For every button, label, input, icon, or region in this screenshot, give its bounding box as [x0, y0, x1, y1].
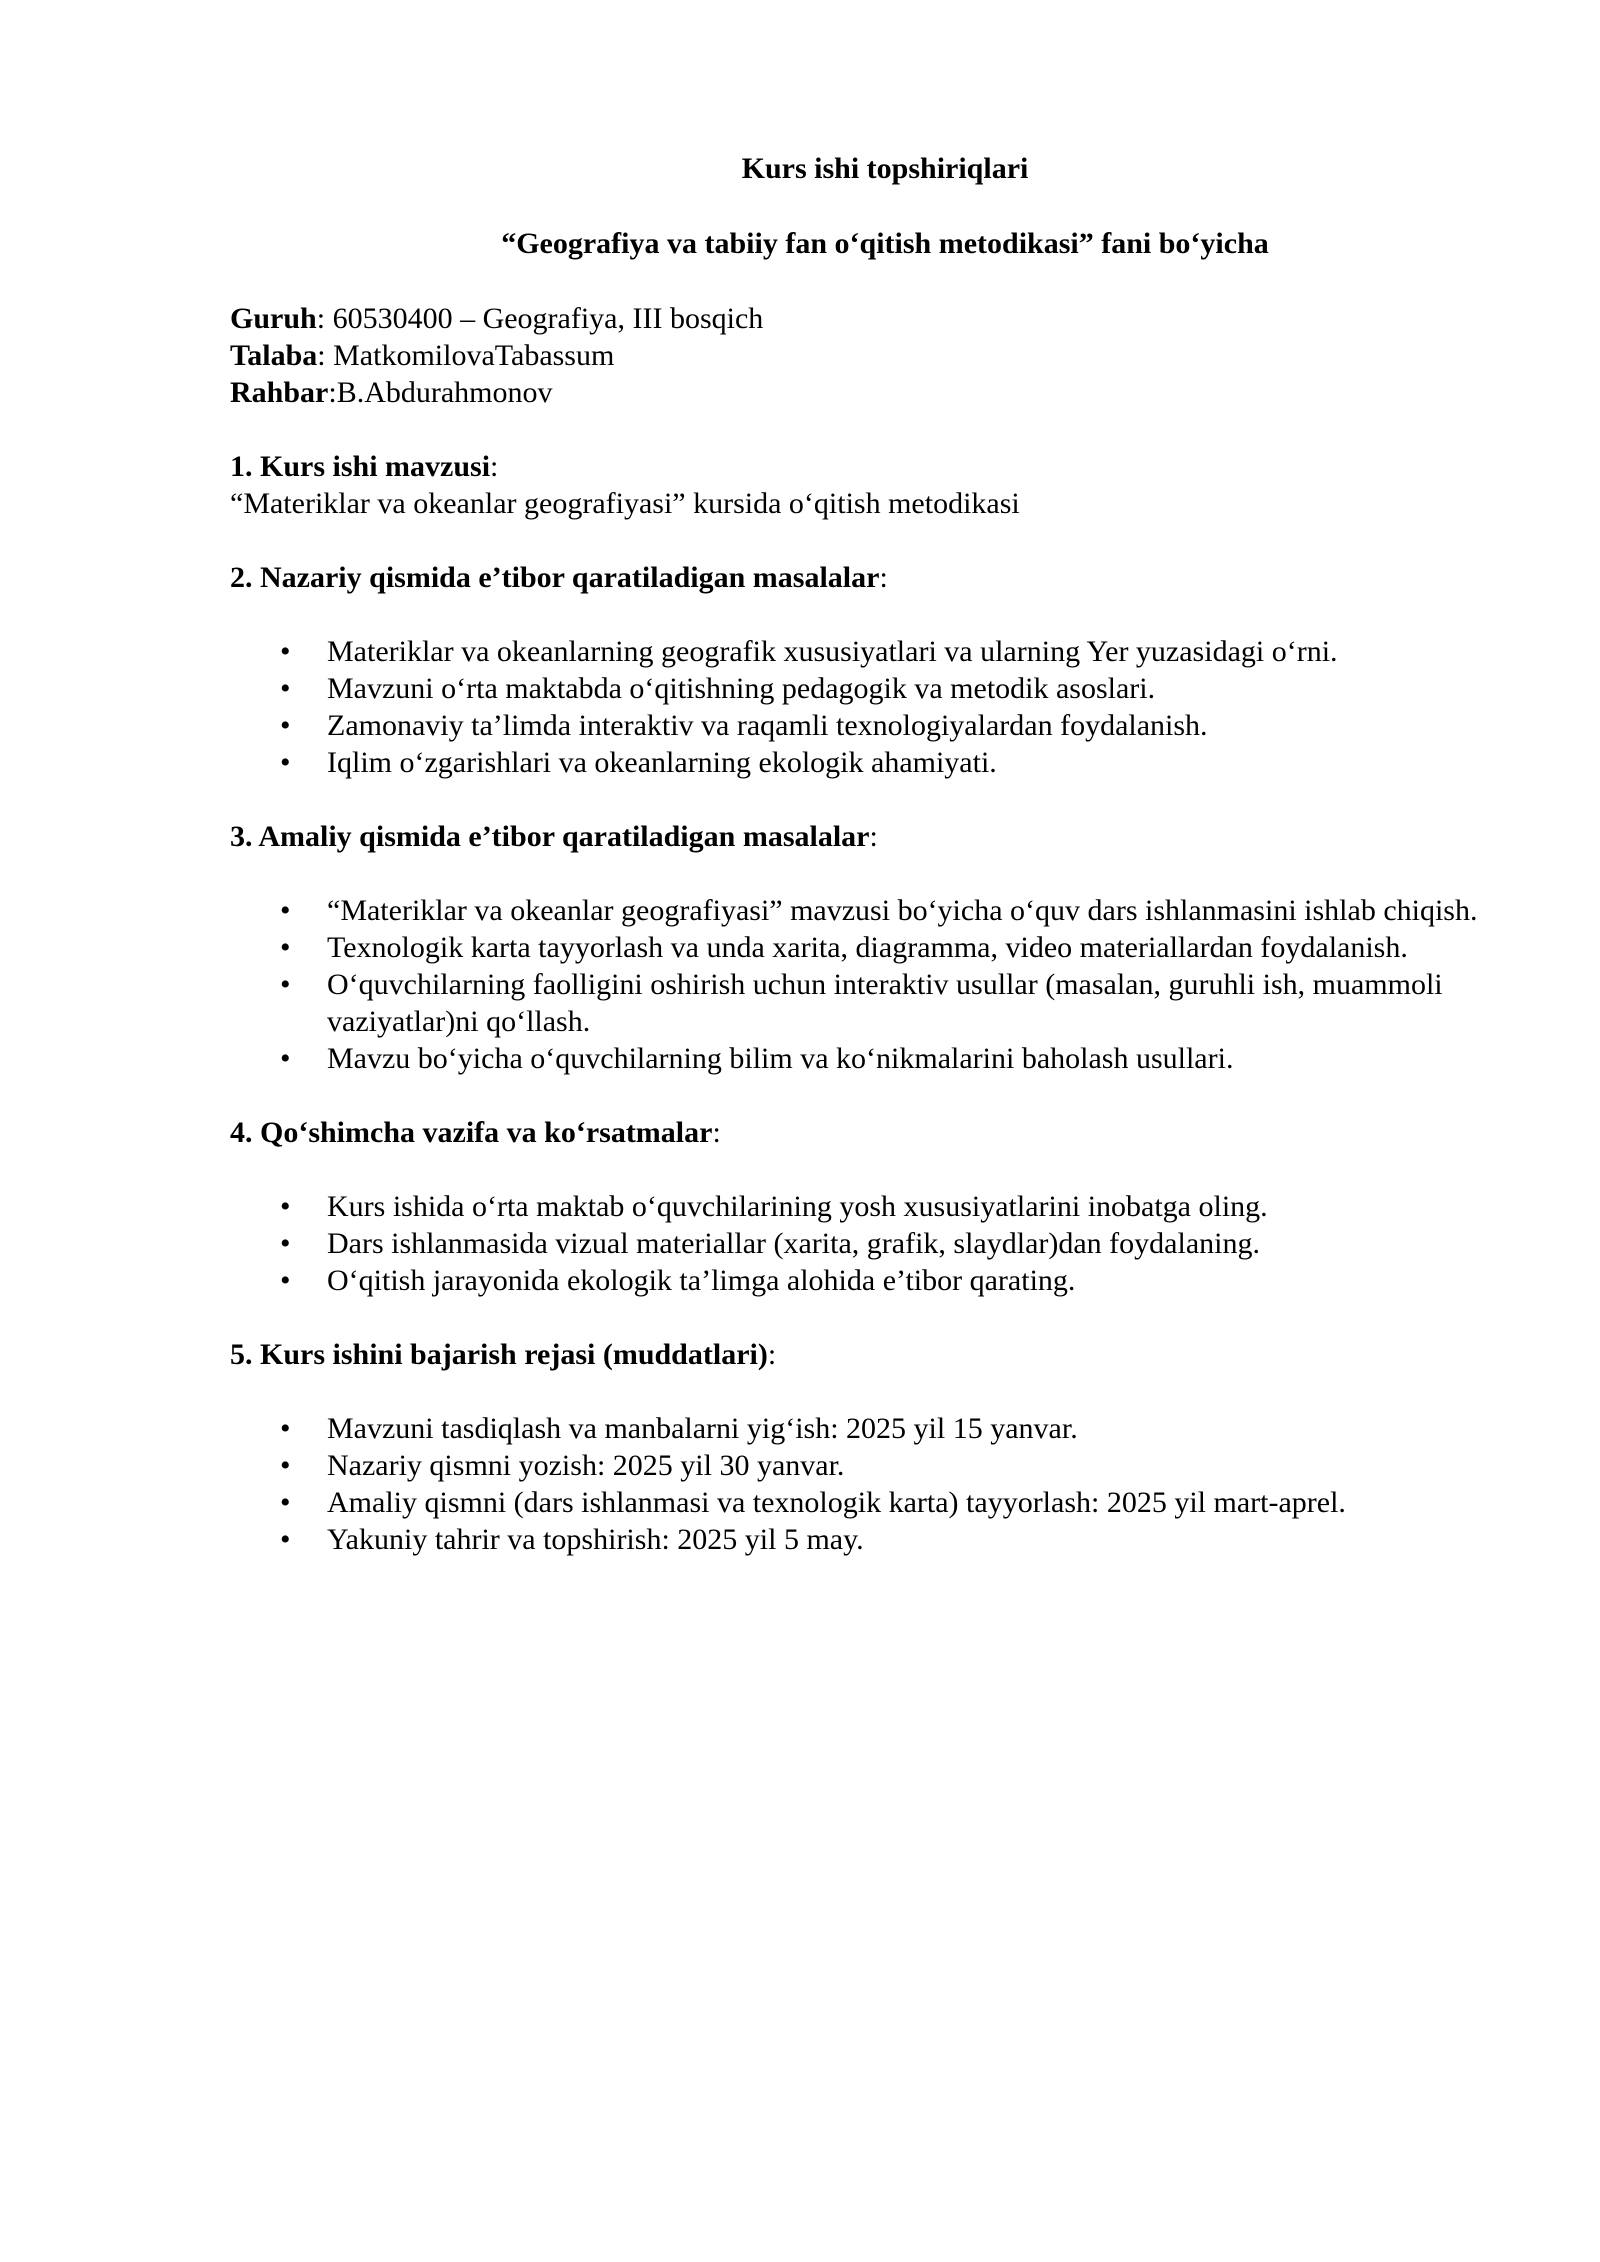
meta-value: 60530400 – Geografiya, III bosqich [332, 302, 764, 335]
section-theory [230, 559, 1480, 781]
section-schedule [230, 1336, 1480, 1558]
bullet-icon: • [280, 1449, 291, 1482]
meta-supervisor [230, 374, 1480, 411]
bullet-icon: • [280, 1412, 291, 1445]
list-item [230, 1040, 1480, 1077]
section-topic [230, 448, 1480, 522]
list-item-text: Amaliy qismni (dars ishlanmasi va texnologik karta) tayyorlash: 2025 yil mart-aprel. [327, 1486, 1346, 1519]
section-heading [230, 818, 1480, 855]
list-item [230, 966, 1480, 1040]
bullet-icon: • [280, 968, 291, 1001]
bullet-icon: • [280, 1190, 291, 1223]
bullet-icon: • [280, 894, 291, 927]
list-item-text: Yakuniy tahrir va topshirish: 2025 yil 5 may. [327, 1523, 864, 1556]
list-item-text: Kurs ishida o‘rta maktab o‘quvchilarining yosh xususiyatlarini inobatga oling. [327, 1190, 1268, 1223]
list-item [230, 1484, 1480, 1521]
list-item [230, 1262, 1480, 1299]
section-heading [230, 559, 1480, 596]
list-item-text: Texnologik karta tayyorlash va unda xarita, diagramma, video materiallardan foydalanish. [327, 931, 1408, 964]
list-item-text: O‘qitish jarayonida ekologik ta’limga alohida e’tibor qarating. [327, 1264, 1076, 1297]
list-item-text: Mavzuni o‘rta maktabda o‘qitishning pedagogik va metodik asoslari. [327, 672, 1156, 705]
meta-label: Talaba [230, 339, 318, 372]
section-heading [230, 448, 1480, 485]
bullet-icon: • [280, 1227, 291, 1260]
meta-label: Rahbar [230, 376, 329, 409]
list-item-text: Mavzuni tasdiqlash va manbalarni yig‘ish: 2025 yil 15 yanvar. [327, 1412, 1078, 1445]
section-heading-colon: : [490, 450, 499, 483]
section-heading [230, 1336, 1480, 1373]
list-item-text: Materiklar va okeanlarning geografik xususiyatlari va ularning Yer yuzasidagi o‘rni. [327, 635, 1338, 668]
bullet-icon: • [280, 746, 291, 779]
bullet-icon: • [280, 1486, 291, 1519]
list-item [230, 744, 1480, 781]
meta-value: B.Abdurahmonov [336, 376, 553, 409]
section-additional [230, 1114, 1480, 1299]
list-item [230, 1225, 1480, 1262]
section-heading-text: 3. Amaliy qismida e’tibor qaratiladigan masalalar [230, 820, 870, 853]
meta-separator: : [316, 302, 333, 335]
section-practice [230, 818, 1480, 1077]
section-heading-colon: : [767, 1338, 777, 1371]
list-item-text: Mavzu bo‘yicha o‘quvchilarning bilim va ko‘nikmalarini baholash usullari. [327, 1042, 1234, 1075]
list-item-text: Dars ishlanmasida vizual materiallar (xarita, grafik, slaydlar)dan foydalaning. [327, 1227, 1260, 1260]
list-item [230, 892, 1480, 929]
document-page [230, 150, 1480, 1558]
list-item [230, 1410, 1480, 1447]
bullet-list [230, 892, 1480, 1077]
meta-separator: : [328, 376, 337, 409]
section-heading-text: 5. Kurs ishini bajarish rejasi (muddatlari) [230, 1338, 768, 1371]
list-item [230, 1188, 1480, 1225]
list-item [230, 707, 1480, 744]
list-item [230, 1447, 1480, 1484]
meta-value: MatkomilovaTabassum [333, 339, 615, 372]
bullet-list [230, 1188, 1480, 1299]
section-heading-colon: : [879, 561, 888, 594]
bullet-icon: • [280, 672, 291, 705]
meta-student [230, 337, 1480, 374]
list-item [230, 1521, 1480, 1558]
bullet-list [230, 1410, 1480, 1558]
section-heading-colon: : [712, 1116, 721, 1149]
bullet-icon: • [280, 1264, 291, 1297]
bullet-icon: • [280, 1042, 291, 1075]
list-item-text: Zamonaviy ta’limda interaktiv va raqamli texnologiyalardan foydalanish. [327, 709, 1208, 742]
meta-group [230, 300, 1480, 337]
section-heading-text: 1. Kurs ishi mavzusi [230, 450, 491, 483]
list-item [230, 929, 1480, 966]
list-item-text: “Materiklar va okeanlar geografiyasi” mavzusi bo‘yicha o‘quv dars ishlanmasini ishlab chiqish. [327, 894, 1478, 927]
section-heading-colon: : [869, 820, 878, 853]
meta-separator: : [317, 339, 334, 372]
list-item-text: O‘quvchilarning faolligini oshirish uchun interaktiv usullar (masalan, guruhli ish, muammoli vaziyatlar)ni qo‘llash. [327, 968, 1443, 1038]
section-text: “Materiklar va okeanlar geografiyasi” kursida o‘qitish metodikasi [230, 487, 1020, 520]
meta-block [230, 300, 1480, 411]
bullet-list [230, 633, 1480, 781]
meta-label: Guruh [230, 302, 317, 335]
bullet-icon: • [280, 931, 291, 964]
bullet-icon: • [280, 709, 291, 742]
document-title: Kurs ishi topshiriqlari [741, 152, 1029, 185]
list-item-text: Iqlim o‘zgarishlari va okeanlarning ekologik ahamiyati. [327, 746, 997, 779]
section-heading-text: 4. Qo‘shimcha vazifa va ko‘rsatmalar [230, 1116, 713, 1149]
list-item [230, 633, 1480, 670]
bullet-icon: • [280, 635, 291, 668]
bullet-icon: • [280, 1523, 291, 1556]
list-item [230, 670, 1480, 707]
document-subtitle: “Geografiya va tabiiy fan o‘qitish metodikasi” fani bo‘yicha [501, 227, 1269, 260]
section-heading [230, 1114, 1480, 1151]
list-item-text: Nazariy qismni yozish: 2025 yil 30 yanvar. [327, 1449, 845, 1482]
section-heading-text: 2. Nazariy qismida e’tibor qaratiladigan masalalar [230, 561, 880, 594]
